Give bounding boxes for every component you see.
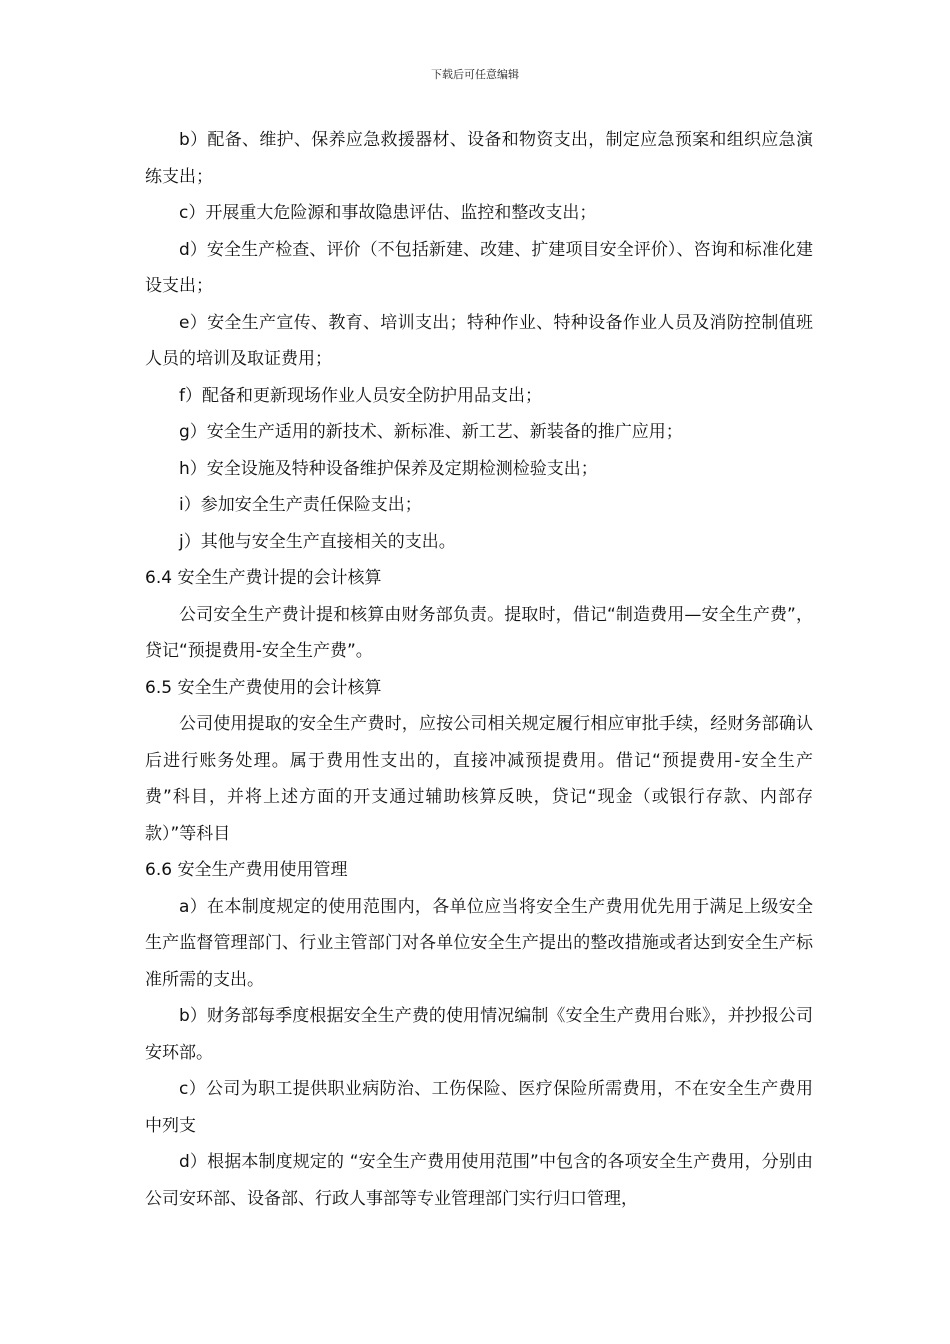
section-heading-6-4: 6.4 安全生产费计提的会计核算 [145, 568, 382, 588]
section-heading-6-6: 6.6 安全生产费用使用管理 [145, 860, 348, 880]
list-item-f: f）配备和更新现场作业人员安全防护用品支出； [179, 385, 542, 406]
section-6-6-item-c: c）公司为职工提供职业病防治、工伤保险、医疗保险所需费用，不在安全生产费用中列支 [145, 1079, 813, 1136]
list-item-b: b）配备、维护、保养应急救援器材、设备和物资支出，制定应急预案和组织应急演练支出； [145, 130, 813, 187]
list-item-g: g）安全生产适用的新技术、新标准、新工艺、新装备的推广应用； [179, 422, 683, 442]
section-heading-6-5: 6.5 安全生产费使用的会计核算 [145, 677, 382, 698]
list-item-j: j）其他与安全生产直接相关的支出。 [179, 531, 456, 552]
section-6-6-item-d: d）根据本制度规定的 “安全生产费用使用范围”中包含的各项安全生产费用，分别由公司安环部、设备部、行政人事部等专业管理部门实行归口管理， [145, 1152, 813, 1209]
list-item-i: i）参加安全生产责任保险支出； [179, 495, 422, 515]
list-item-c: c）开展重大危险源和事故隐患评估、监控和整改支出； [179, 203, 597, 223]
section-6-6-item-a: a）在本制度规定的使用范围内，各单位应当将安全生产费用优先用于满足上级安全生产监督管理部门、行业主管部门对各单位安全生产提出的整改措施或者达到安全生产标准所需的支出。 [145, 896, 813, 990]
page-header-note: 下载后可任意编辑 [431, 68, 519, 81]
document-body [145, 122, 813, 1217]
list-item-h: h）安全设施及特种设备维护保养及定期检测检验支出； [179, 458, 598, 479]
list-item-e: e）安全生产宣传、教育、培训支出；特种作业、特种设备作业人员及消防控制值班人员的培训及取证费用； [145, 312, 813, 369]
section-6-5-body: 公司使用提取的安全生产费时，应按公司相关规定履行相应审批手续，经财务部确认后进行账务处理。属于费用性支出的，直接冲减预提费用。借记“预提费用-安全生产费”科目，并将上述方面的开支通过辅助核算反映，贷记“现金（或银行存款、内部存款）”等科目 [145, 714, 813, 844]
list-item-d: d）安全生产检查、评价（不包括新建、改建、扩建项目安全评价）、咨询和标准化建设支出； [145, 239, 813, 296]
section-6-4-body: 公司安全生产费计提和核算由财务部负责。提取时，借记“制造费用—安全生产费”，贷记“预提费用-安全生产费”。 [145, 604, 813, 661]
section-6-6-item-b: b）财务部每季度根据安全生产费的使用情况编制《安全生产费用台账》，并抄报公司安环部。 [145, 1006, 813, 1063]
